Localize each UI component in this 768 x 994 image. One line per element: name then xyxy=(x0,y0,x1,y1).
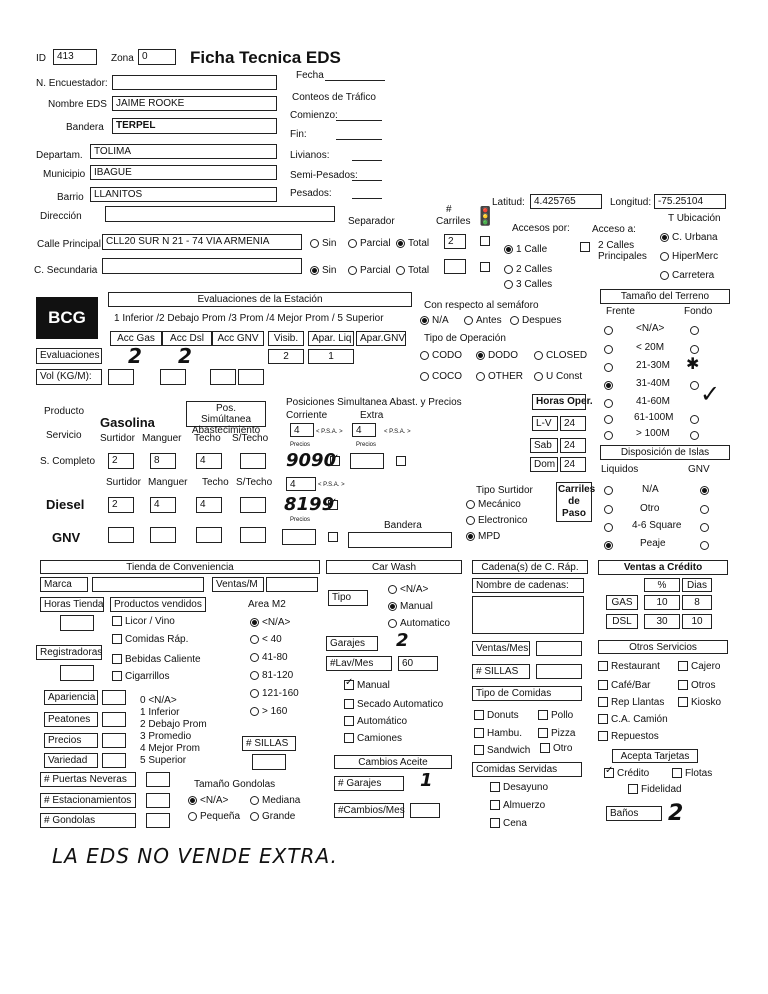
cadenas-sillas-label: # SILLAS xyxy=(472,664,530,679)
islas-opt-peaje: Peaje xyxy=(640,538,666,549)
terreno-frente-30[interactable] xyxy=(604,362,616,373)
cadenas-nombre-label: Nombre de cadenas: xyxy=(472,578,584,593)
extra-label: Extra xyxy=(360,410,384,421)
separador-sin-2[interactable]: Sin xyxy=(310,265,336,276)
direccion-field[interactable] xyxy=(105,206,335,222)
vol-field-2[interactable] xyxy=(160,369,186,385)
dias-header: Dias xyxy=(682,578,712,592)
comienzo-label: Comienzo: xyxy=(290,110,338,121)
secundaria-field[interactable] xyxy=(102,258,302,274)
dsl-surtidor-field[interactable]: 2 xyxy=(108,497,134,513)
barrio-field[interactable]: LLANITOS xyxy=(90,187,277,202)
barrio-label: Barrio xyxy=(57,192,84,203)
peatones-label: Peatones xyxy=(44,712,98,727)
gnv-precio-field[interactable] xyxy=(282,529,316,545)
peatones-field[interactable] xyxy=(102,712,126,727)
marca-field[interactable] xyxy=(92,577,204,592)
licor-check[interactable]: Licor / Vino xyxy=(112,616,175,627)
hambu-check[interactable]: Hambu. xyxy=(474,728,522,739)
pos-simultanea-label: Pos. Simúltanea Abastecimiento xyxy=(186,401,266,427)
gondolas-field[interactable] xyxy=(146,813,170,828)
terreno-opt-20: < 20M xyxy=(636,342,665,353)
rep-llantas-check[interactable]: Rep Llantas xyxy=(598,697,664,708)
zona-label: Zona xyxy=(111,53,134,64)
separador-total-1[interactable]: Total xyxy=(396,238,429,249)
vol-label: Vol (KG/M): xyxy=(36,369,102,385)
islas-gnv-peaje[interactable] xyxy=(700,540,712,551)
ubicacion-label: T Ubicación xyxy=(668,213,721,224)
marca-label: Marca xyxy=(40,577,88,592)
horas-tienda-field[interactable] xyxy=(60,615,94,631)
carwash-section: Car Wash xyxy=(326,560,462,574)
almuerzo-check[interactable]: Almuerzo xyxy=(490,800,545,811)
estacionamientos-label: # Estacionamientos xyxy=(40,793,136,808)
terreno-frente-na[interactable] xyxy=(604,325,616,336)
gas-credit-label: GAS xyxy=(606,595,638,610)
psa-label-3: < P.S.A. > xyxy=(318,482,345,488)
terreno-opt-na: <N/A> xyxy=(636,323,665,334)
carwash-manual-check[interactable]: ✓Manual xyxy=(344,680,390,691)
nombre-label: Nombre EDS xyxy=(48,99,107,110)
sandwich-check[interactable]: Sandwich xyxy=(474,745,530,756)
bandera-prod-label: Bandera xyxy=(384,520,422,531)
gnv-techo-field[interactable] xyxy=(196,527,222,543)
terreno-opt-60: 41-60M xyxy=(636,396,670,407)
horas-tienda-label: Horas Tienda xyxy=(40,597,104,612)
ubicacion-carretera[interactable]: Carretera xyxy=(660,270,714,281)
ventas-label: Ventas/M xyxy=(212,577,264,592)
handwritten-note: LA EDS NO VENDE EXTRA. xyxy=(52,844,338,868)
separador-sin-1[interactable]: Sin xyxy=(310,238,336,249)
sab-field[interactable]: 24 xyxy=(560,438,586,453)
cambios-mes-label: #Cambios/Mes xyxy=(334,803,404,818)
garajes-label: Garajes xyxy=(326,636,378,651)
terreno-opt-100: 61-100M xyxy=(634,412,674,423)
neveras-label: # Puertas Neveras xyxy=(40,772,136,787)
longitud-field[interactable]: -75.25104 xyxy=(654,194,726,209)
pesados-label: Pesados: xyxy=(290,188,332,199)
cadenas-ventas-label: Ventas/Mes xyxy=(472,641,530,656)
estacionamientos-field[interactable] xyxy=(146,793,170,808)
aceite-section: Cambios Aceite xyxy=(334,755,452,769)
tienda-sillas-field[interactable] xyxy=(252,754,286,770)
lv-field[interactable]: 24 xyxy=(560,416,586,431)
op-dodo[interactable]: DODO xyxy=(476,350,518,361)
departamento-label: Departam. xyxy=(36,150,83,161)
terreno-frente-40[interactable] xyxy=(604,380,616,391)
terreno-frente-100[interactable] xyxy=(604,414,616,425)
credito-section: Ventas a Crédito xyxy=(598,560,728,575)
posiciones-label: Posiciones Simultanea Abast. y Precios xyxy=(286,397,462,408)
gas-pct-field[interactable]: 10 xyxy=(644,595,680,610)
terreno-frente-max[interactable] xyxy=(604,430,616,441)
zona-field[interactable]: 0 xyxy=(138,49,176,65)
psa-label-2: < P.S.A. > xyxy=(384,429,411,435)
lavmes-field[interactable]: 60 xyxy=(398,656,438,671)
lv-label: L-V xyxy=(532,416,558,431)
producto-label: Producto xyxy=(44,406,85,417)
calle-field[interactable]: CLL20 SUR N 21 - 74 VIA ARMENIA xyxy=(102,234,302,250)
accesos-3calles[interactable]: 3 Calles xyxy=(504,279,552,290)
area-na[interactable]: <N/A> xyxy=(250,617,290,628)
lavmes-label: #Lav/Mes xyxy=(326,656,392,671)
islas-liq-otro[interactable] xyxy=(604,504,616,515)
carwash-automatico[interactable]: Automatico xyxy=(388,618,450,629)
area-160[interactable]: 121-160 xyxy=(250,688,299,699)
camiones-check[interactable]: Camiones xyxy=(344,733,402,744)
dsl-pct-field[interactable]: 30 xyxy=(644,614,680,629)
gas-surtidor-field[interactable]: 2 xyxy=(108,453,134,469)
ubicacion-hipermerc[interactable]: HiperMerc xyxy=(660,251,718,262)
variedad-label: Variedad xyxy=(44,753,98,768)
terreno-fondo-mark-icon[interactable]: ✱ xyxy=(686,354,700,373)
aceite-garajes-label: # Garajes xyxy=(334,776,404,791)
calles-principales-check[interactable] xyxy=(580,242,593,253)
terreno-opt-30: 21-30M xyxy=(636,360,670,371)
gas-techo-field[interactable]: 4 xyxy=(196,453,222,469)
latitud-label: Latitud: xyxy=(492,197,525,208)
tam-gondolas-label: Tamaño Gondolas xyxy=(194,779,276,790)
eval-col-aparliq: Apar. Liq xyxy=(308,331,354,346)
eval-accgas-value[interactable]: 2 xyxy=(128,344,142,368)
desayuno-check[interactable]: Desayuno xyxy=(490,782,548,793)
surtidor-col: Surtidor xyxy=(100,433,136,444)
donuts-check[interactable]: Donuts xyxy=(474,710,519,721)
gondolas-pequena[interactable]: Pequeña xyxy=(188,811,240,822)
terreno-fondo-na[interactable] xyxy=(690,325,702,336)
otros-check[interactable]: Otros xyxy=(678,680,715,691)
gas-extra-check[interactable] xyxy=(396,456,409,467)
secado-check[interactable]: Secado Automatico xyxy=(344,699,443,710)
precios-label-1: Precios xyxy=(290,442,311,448)
id-label: ID xyxy=(36,53,46,64)
techo-col-2: Techo xyxy=(202,477,229,488)
op-closed[interactable]: CLOSED xyxy=(534,350,587,361)
islas-opt-otro: Otro xyxy=(640,503,660,514)
eval-accdsl-value[interactable]: 2 xyxy=(178,344,192,368)
precios-label: Precios xyxy=(44,733,98,748)
tipo-comidas-label: Tipo de Comidas xyxy=(472,686,582,701)
semaforo-antes[interactable]: Antes xyxy=(464,315,502,326)
horas-oper-label: Horas Oper. xyxy=(532,394,586,410)
gas-extra-precio-field[interactable] xyxy=(350,453,384,469)
scale-5: 5 Superior xyxy=(140,755,187,766)
cajero-check[interactable]: Cajero xyxy=(678,661,720,672)
eval-col-accgas: Acc Gas xyxy=(110,331,162,346)
carriles-paso-label: Carriles de Paso xyxy=(556,482,592,522)
accesos-2calles[interactable]: 2 Calles xyxy=(504,264,552,275)
islas-section: Disposición de Islas xyxy=(600,445,730,460)
cadenas-sillas-field[interactable] xyxy=(536,664,582,679)
bandera-label: Bandera xyxy=(66,122,104,133)
dsl-stecho-field[interactable] xyxy=(240,497,266,513)
registradoras-field[interactable] xyxy=(60,665,94,681)
stecho-col: S/Techo xyxy=(232,433,269,444)
cigarrillos-check[interactable]: Cigarrillos xyxy=(112,671,169,682)
terreno-opt-40: 31-40M xyxy=(636,378,670,389)
dsl-credit-label: DSL xyxy=(606,614,638,629)
garajes-value[interactable]: 2 xyxy=(396,630,409,651)
gas-stecho-field[interactable] xyxy=(240,453,266,469)
repuestos-check[interactable]: Repuestos xyxy=(598,731,659,742)
tarjetas-section: Acepta Tarjetas xyxy=(612,749,698,763)
islas-liq-square[interactable] xyxy=(604,522,616,533)
ventas-field[interactable] xyxy=(266,577,318,592)
fecha-label: Fecha xyxy=(296,70,324,81)
otro-check[interactable]: Otro xyxy=(540,743,572,754)
registradoras-label: Registradoras xyxy=(36,645,102,660)
carriles-field-1[interactable]: 2 xyxy=(444,234,466,249)
ubicacion-urbana[interactable]: C. Urbana xyxy=(660,232,718,243)
banos-value[interactable]: 2 xyxy=(668,801,684,826)
completo-label: S. Completo xyxy=(40,456,96,467)
productos-label: Productos vendidos xyxy=(110,597,206,612)
eval-col-accdsl: Acc Dsl xyxy=(162,331,212,346)
cadenas-section: Cadena(s) de C. Ráp. xyxy=(472,560,588,574)
dsl-corriente-field[interactable]: 4 xyxy=(286,477,316,491)
op-codo[interactable]: CODO xyxy=(420,350,462,361)
gnv-manguer-field[interactable] xyxy=(150,527,176,543)
carriles-check-1[interactable] xyxy=(480,236,493,247)
evaluaciones-scale: 1 Inferior /2 Debajo Prom /3 Prom /4 Mejor Prom / 5 Superior xyxy=(114,313,384,324)
gondolas-grande[interactable]: Grande xyxy=(250,811,295,822)
semipesados-label: Semi-Pesados: xyxy=(290,170,358,181)
area-label: Area M2 xyxy=(248,599,286,610)
nombre-field[interactable]: JAIME ROOKE xyxy=(112,96,277,111)
flotas-check[interactable]: Flotas xyxy=(672,768,712,779)
gas-manguer-field[interactable]: 8 xyxy=(150,453,176,469)
surtidor-mecanico[interactable]: Mecánico xyxy=(466,499,521,510)
gondolas-na[interactable]: <N/A> xyxy=(188,795,228,806)
gas-precio-value[interactable]: 9090 xyxy=(286,450,337,471)
banos-label: Baños xyxy=(606,806,662,821)
scale-0: 0 <N/A> xyxy=(140,695,177,706)
area-80[interactable]: 41-80 xyxy=(250,652,288,663)
bandera-field[interactable]: TERPEL xyxy=(112,118,277,134)
terreno-section: Tamaño del Terreno xyxy=(600,289,730,304)
separador-parcial-1[interactable]: Parcial xyxy=(348,238,391,249)
terreno-frente-20[interactable] xyxy=(604,344,616,355)
bandera-prod-field[interactable] xyxy=(348,532,452,548)
encuestador-field[interactable] xyxy=(112,75,277,90)
dsl-manguer-field[interactable]: 4 xyxy=(150,497,176,513)
terreno-opt-max: > 100M xyxy=(636,428,670,439)
traffic-light-icon: 🚦 xyxy=(474,206,497,226)
area-120[interactable]: 81-120 xyxy=(250,670,293,681)
dsl-precio-check[interactable] xyxy=(328,500,341,511)
gnv-precio-check[interactable] xyxy=(328,532,341,543)
frente-label: Frente xyxy=(606,306,635,317)
calles-principales-label: 2 Calles Principales xyxy=(598,240,647,262)
semaforo-label: Con respecto al semáforo xyxy=(424,300,539,311)
gnv-label: GNV xyxy=(52,530,81,545)
pizza-check[interactable]: Pizza xyxy=(538,728,575,739)
precios-label-2: Precios xyxy=(356,442,377,448)
surtidor-mpd[interactable]: MPD xyxy=(466,531,500,542)
otros-section: Otros Servicios xyxy=(598,640,728,654)
pollo-check[interactable]: Pollo xyxy=(538,710,573,721)
scale-3: 3 Promedio xyxy=(140,731,192,742)
area-40[interactable]: < 40 xyxy=(250,634,282,645)
eval-visib-field[interactable]: 2 xyxy=(268,349,304,364)
eval-col-apargnv: Apar.GNV xyxy=(356,331,406,346)
accesos-label: Accesos por: xyxy=(512,223,570,234)
apariencia-field[interactable] xyxy=(102,690,126,705)
tienda-section: Tienda de Conveniencia xyxy=(40,560,320,574)
id-field[interactable]: 413 xyxy=(53,49,97,65)
dom-label: Dom xyxy=(530,457,558,472)
gondolas-label: # Gondolas xyxy=(40,813,136,828)
ca-camion-check[interactable]: C.A. Camión xyxy=(598,714,668,725)
gnv-stecho-field[interactable] xyxy=(240,527,266,543)
op-coco[interactable]: COCO xyxy=(420,371,462,382)
islas-gnv-square[interactable] xyxy=(700,522,712,533)
cadenas-nombre-field[interactable] xyxy=(472,596,584,634)
area-max[interactable]: > 160 xyxy=(250,706,287,717)
comidas-servidas-label: Comidas Servidas xyxy=(472,762,582,777)
scale-4: 4 Mejor Prom xyxy=(140,743,201,754)
vol-field-3[interactable] xyxy=(210,369,236,385)
bcg-logo: BCG xyxy=(36,297,98,339)
fin-label: Fin: xyxy=(290,129,307,140)
semaforo-despues[interactable]: Despues xyxy=(510,315,561,326)
livianos-label: Livianos: xyxy=(290,150,330,161)
gas-extra-field[interactable]: 4 xyxy=(352,423,376,437)
precios-label-3: Precios xyxy=(290,517,311,523)
sab-label: Sab xyxy=(530,438,558,453)
acceso-a-label: Acceso a: xyxy=(592,224,636,235)
carriles-label: Carriles xyxy=(436,216,471,227)
credito-check[interactable]: ✓Crédito xyxy=(604,768,649,779)
techo-col: Techo xyxy=(194,433,221,444)
gondolas-mediana[interactable]: Mediana xyxy=(250,795,300,806)
gas-corriente-field[interactable]: 4 xyxy=(290,423,314,437)
cafe-check[interactable]: Café/Bar xyxy=(598,680,650,691)
evaluaciones-label: Evaluaciones xyxy=(36,348,102,364)
operacion-label: Tipo de Operación xyxy=(424,333,506,344)
islas-liq-na[interactable] xyxy=(604,485,616,496)
servicio-label: Servicio xyxy=(46,430,82,441)
eval-aparliq-field[interactable]: 1 xyxy=(308,349,354,364)
dsl-techo-field[interactable]: 4 xyxy=(196,497,222,513)
tipo-surtidor-label: Tipo Surtidor xyxy=(476,485,533,496)
dsl-dias-field[interactable]: 10 xyxy=(682,614,712,629)
direccion-label: Dirección xyxy=(40,211,82,222)
gas-dias-field[interactable]: 8 xyxy=(682,595,712,610)
terreno-fondo-max[interactable] xyxy=(690,430,702,441)
comidas-check[interactable]: Comidas Ráp. xyxy=(112,634,188,645)
encuestador-label: N. Encuestador: xyxy=(36,78,108,89)
liquidos-label: Liquidos xyxy=(601,464,639,475)
calle-label: Calle Principal xyxy=(37,239,101,250)
islas-gnv-otro[interactable] xyxy=(700,504,712,515)
psa-label-1: < P.S.A. > xyxy=(316,429,343,435)
aceite-garajes-value[interactable]: 1 xyxy=(420,770,433,791)
carwash-tipo-label: Tipo xyxy=(328,590,368,606)
secundaria-label: C. Secundaria xyxy=(34,265,98,276)
cambios-mes-field[interactable] xyxy=(410,803,440,818)
gasolina-label: Gasolina xyxy=(100,415,155,430)
islas-opt-square: 4-6 Square xyxy=(632,520,682,531)
vol-field-4[interactable] xyxy=(238,369,264,385)
separador-label: Separador xyxy=(348,216,395,227)
precios-field[interactable] xyxy=(102,733,126,748)
gnv-islas-label: GNV xyxy=(688,464,710,475)
separador-total-2[interactable]: Total xyxy=(396,265,429,276)
terreno-frente-60[interactable] xyxy=(604,398,616,409)
kiosko-check[interactable]: Kiosko xyxy=(678,697,721,708)
neveras-field[interactable] xyxy=(146,772,170,787)
fondo-label: Fondo xyxy=(684,306,713,317)
manguer-col: Manguer xyxy=(142,433,182,444)
fidelidad-check[interactable]: Fidelidad xyxy=(628,784,682,795)
accesos-1calle[interactable]: 1 Calle xyxy=(504,244,547,255)
separador-parcial-2[interactable]: Parcial xyxy=(348,265,391,276)
cena-check[interactable]: Cena xyxy=(490,818,527,829)
scale-2: 2 Debajo Prom xyxy=(140,719,207,730)
page-title: Ficha Tecnica EDS xyxy=(190,48,341,67)
surtidor-col-2: Surtidor xyxy=(106,477,142,488)
semaforo-na[interactable]: N/A xyxy=(420,315,449,326)
carriles-check-2[interactable] xyxy=(480,262,493,273)
carriles-field-2[interactable] xyxy=(444,259,466,274)
cadenas-ventas-field[interactable] xyxy=(536,641,582,656)
scale-1: 1 Inferior xyxy=(140,707,180,718)
diesel-label: Diesel xyxy=(46,497,85,512)
gas-precio-check[interactable] xyxy=(330,456,343,467)
terreno-fondo-100[interactable] xyxy=(690,414,702,425)
vol-field-1[interactable] xyxy=(108,369,134,385)
carwash-manual[interactable]: Manual xyxy=(388,601,433,612)
islas-opt-na: N/A xyxy=(642,484,659,495)
surtidor-electronico[interactable]: Electronico xyxy=(466,515,527,526)
tienda-sillas-label: # SILLAS xyxy=(242,736,296,751)
eval-col-visib: Visib. xyxy=(268,331,304,346)
op-other[interactable]: OTHER xyxy=(476,371,523,382)
conteos-label: Conteos de Tráfico xyxy=(292,92,376,103)
dom-field[interactable]: 24 xyxy=(560,457,586,472)
op-uconst[interactable]: U Const xyxy=(534,371,582,382)
apariencia-label: Apariencia xyxy=(44,690,98,705)
municipio-label: Municipio xyxy=(43,169,86,180)
islas-gnv-na[interactable] xyxy=(700,485,712,496)
evaluaciones-section: Evaluaciones de la Estación xyxy=(108,292,412,307)
dsl-precio-value[interactable]: 8199 xyxy=(284,494,335,515)
automatico-check[interactable]: Automático xyxy=(344,716,407,727)
corriente-label: Corriente xyxy=(286,410,328,421)
manguer-col-2: Manguer xyxy=(148,477,188,488)
checkmark-icon: ✓ xyxy=(700,380,721,408)
bebidas-check[interactable]: Bebidas Caliente xyxy=(112,654,201,665)
longitud-label: Longitud: xyxy=(610,197,652,208)
departamento-field[interactable]: TOLIMA xyxy=(90,144,277,159)
municipio-field[interactable]: IBAGUE xyxy=(90,165,277,180)
carwash-na[interactable]: <N/A> xyxy=(388,584,428,595)
eval-col-accgnv: Acc GNV xyxy=(212,331,264,346)
variedad-field[interactable] xyxy=(102,753,126,768)
gnv-surtidor-field[interactable] xyxy=(108,527,134,543)
latitud-field[interactable]: 4.425765 xyxy=(530,194,602,209)
pct-header: % xyxy=(644,578,680,592)
islas-liq-peaje[interactable] xyxy=(604,540,616,551)
restaurant-check[interactable]: Restaurant xyxy=(598,661,660,672)
stecho-col-2: S/Techo xyxy=(236,477,273,488)
